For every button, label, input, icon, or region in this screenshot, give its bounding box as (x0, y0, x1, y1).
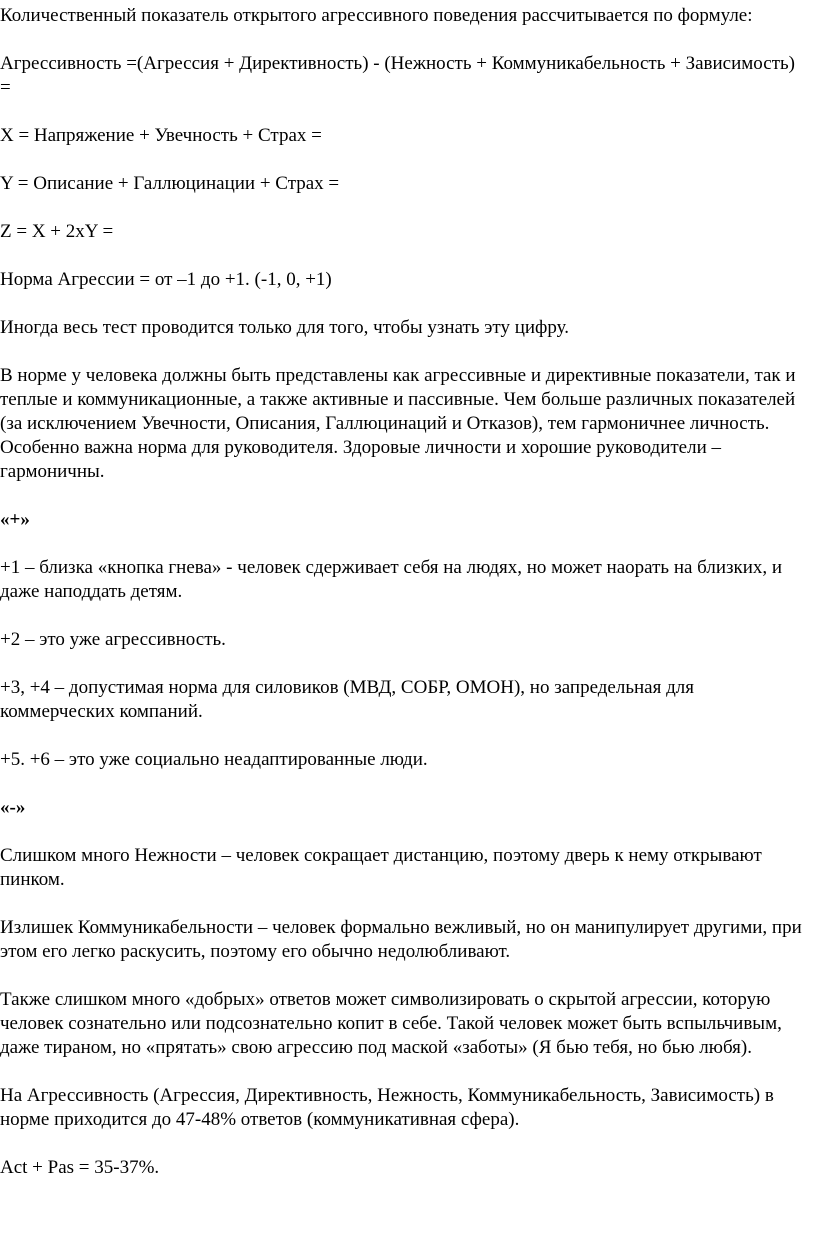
aggressiveness-share-note: На Агрессивность (Агрессия, Директивность, Нежность, Коммуникабельность, Зависимость) в норме приходится до 47-48% ответов (коммуникативная сфера). (0, 1085, 779, 1130)
norm-description: В норме у человека должны быть представлены как агрессивные и директивные показатели, так и теплые и коммуникационные, а также активные и пассивные. Чем больше различных показателей (за исключением Увечности, Описания, Галлюцинаций и Отказов), тем гармоничнее личность. Особенно важна норма для руководителя. Здоровые личности и хорошие руководители – гармоничны. (0, 365, 801, 482)
plus-one-description: +1 – близка «кнопка гнева» - человек сдерживает себя на людях, но может наорать на близких, и даже наподдать детям. (0, 557, 787, 602)
formula-intro: Количественный показатель открытого агрессивного поведения рассчитывается по формуле: (0, 5, 753, 26)
plus-two-description: +2 – это уже агрессивность. (0, 629, 226, 650)
minus-section-heading: «-» (0, 797, 26, 818)
test-purpose-note: Иногда весь тест проводится только для того, чтобы узнать эту цифру. (0, 317, 569, 338)
act-pas-share-note: Act + Pas = 35-37%. (0, 1157, 160, 1178)
hidden-aggression-description: Также слишком много «добрых» ответов может символизировать о скрытой агрессии, которую человек сознательно или подсознательно копит в себе. Такой человек может быть вспыльчивым, даже тираном, но «прятать» свою агрессию под маской «заботы» (Я бью тебя, но бью любя). (0, 989, 787, 1058)
aggressiveness-formula: Агрессивность =(Агрессия + Директивность) - (Нежность + Коммуникабельность + Зависимость) = (0, 53, 800, 98)
plus-five-six-description: +5. +6 – это уже социально неадаптированные люди. (0, 749, 428, 770)
sociability-excess-description: Излишек Коммуникабельности – человек формально вежливый, но он манипулирует другими, при этом его легко раскусить, поэтому его обычно недолюбливают. (0, 917, 807, 962)
aggression-norm: Норма Агрессии = от –1 до +1. (-1, 0, +1) (0, 269, 332, 290)
x-formula: X = Напряжение + Увечность + Страх = (0, 125, 322, 146)
z-formula: Z = X + 2xY = (0, 221, 114, 242)
tenderness-excess-description: Слишком много Нежности – человек сокращает дистанцию, поэтому дверь к нему открывают пинком. (0, 845, 767, 890)
plus-section-heading: «+» (0, 509, 30, 530)
plus-three-four-description: +3, +4 – допустимая норма для силовиков (МВД, СОБР, ОМОН), но запредельная для коммерческих компаний. (0, 677, 699, 722)
y-formula: Y = Описание + Галлюцинации + Страх = (0, 173, 340, 194)
